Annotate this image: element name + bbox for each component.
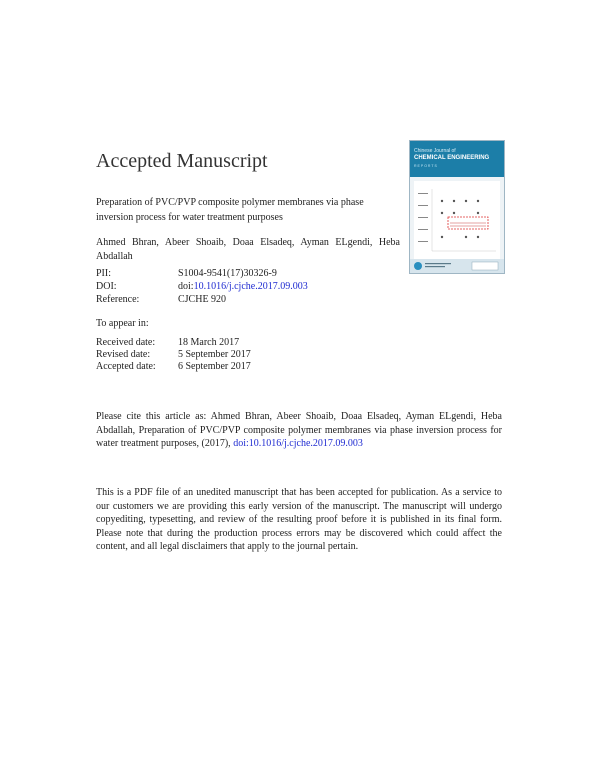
cover-figure [414, 181, 500, 259]
cover-line-2: CHEMICAL ENGINEERING [414, 155, 490, 161]
pii-value: S1004-9541(17)30326-9 [178, 268, 277, 279]
revised-date-label: Revised date: [96, 349, 151, 360]
citation-text: Please cite this article as: Ahmed Bhran, Abeer Shoaib, Doaa Elsadeq, Ayman ELgendi, Heba Abdallah, Preparation of PVC/PVP composite polymer membranes via phase inversion process for water treatment purposes, (2017), [96, 411, 502, 449]
doi-value [178, 281, 308, 292]
manuscript-notice: This is a PDF file of an unedited manuscript that has been accepted for publication. As a service to our customers we are providing this early version of the manuscript. The manuscript will undergo copyediting, typesetting, and review of the resulting proof before it is published in its final form. Please note that during the production process errors may be discovered which could affect the content, and all legal disclaimers that apply to the journal pertain. [96, 487, 502, 552]
doi-prefix: doi: [178, 281, 194, 292]
accepted-date-value: 6 September 2017 [178, 361, 251, 372]
revised-date-value: 5 September 2017 [178, 349, 251, 360]
cover-figure-graphic [414, 181, 500, 259]
reference-value: CJCHE 920 [178, 294, 227, 305]
citation-doi-link[interactable]: doi:10.1016/j.cjche.2017.09.003 [233, 438, 363, 449]
cover-line-3: REPORTS [414, 164, 438, 168]
pii-label: PII: [96, 268, 111, 279]
citation-paragraph [96, 410, 502, 451]
cover-header [410, 141, 504, 177]
journal-cover-image [409, 140, 505, 274]
reference-label: Reference: [96, 294, 140, 305]
cover-line-1: Chinese Journal of [414, 148, 456, 154]
appear-in-label: To appear in: [96, 318, 149, 329]
accepted-date-label: Accepted date: [96, 361, 156, 372]
page-title: Accepted Manuscript [96, 150, 268, 172]
author-list: Ahmed Bhran, Abeer Shoaib, Doaa Elsadeq, Ayman ELgendi, Heba Abdallah [96, 237, 400, 262]
cover-footer [410, 259, 504, 273]
cover-footer-graphic [410, 259, 504, 273]
received-date-value: 18 March 2017 [178, 337, 240, 348]
received-date-label: Received date: [96, 337, 156, 348]
article-title: Preparation of PVC/PVP composite polymer membranes via phase inversion process for water treatment purposes [96, 197, 364, 223]
doi-link[interactable]: 10.1016/j.cjche.2017.09.003 [193, 281, 308, 292]
doi-label: DOI: [96, 281, 117, 292]
